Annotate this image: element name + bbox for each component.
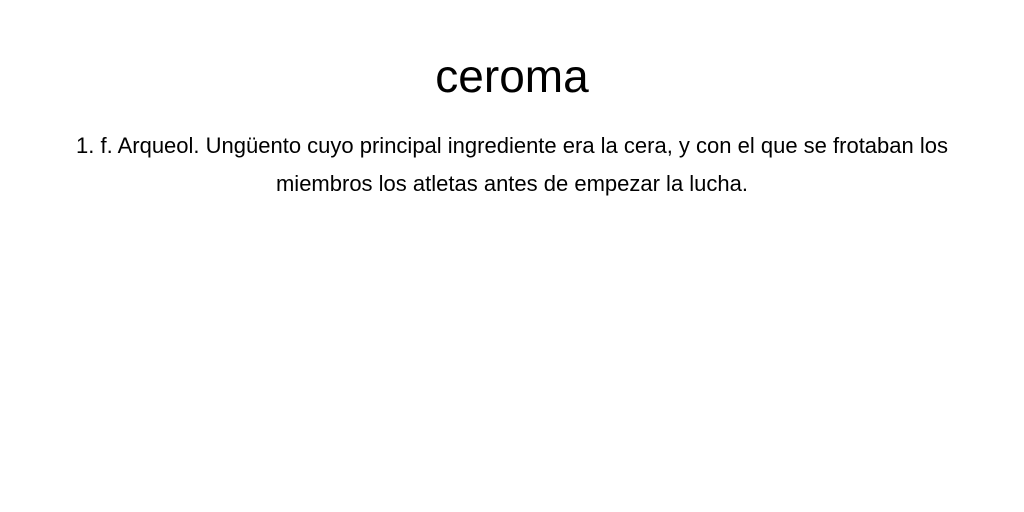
entry-headword: ceroma (435, 50, 589, 102)
definition-text: 1. f. Arqueol. Ungüento cuyo principal ingrediente era la cera, y con el que se frotaban los miembros los atletas antes de empezar la lucha. (76, 133, 948, 196)
